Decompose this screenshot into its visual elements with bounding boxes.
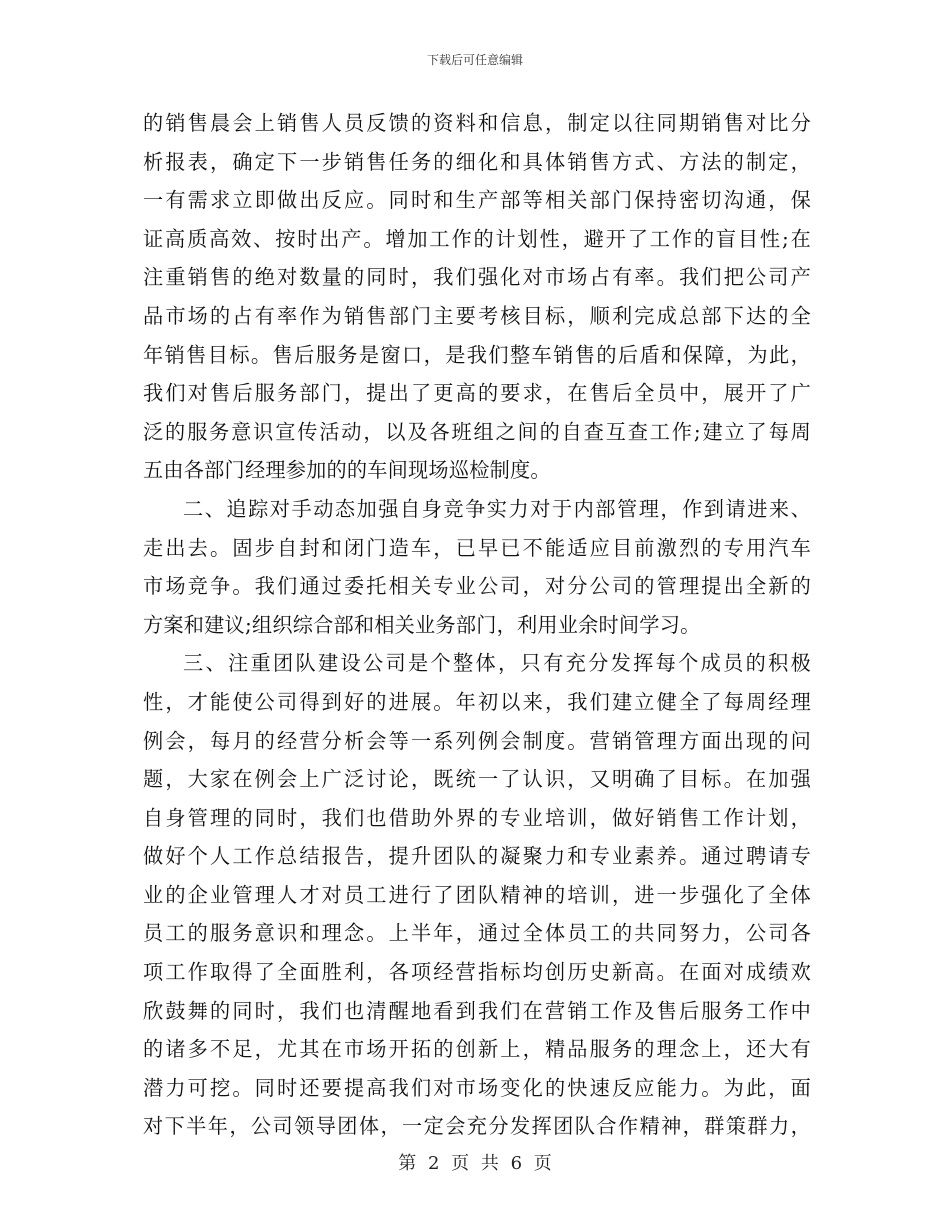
text-line: 欣鼓舞的同时，我们也清醒地看到我们在营销工作及售后服务工作中 (143, 998, 811, 1023)
text-line: 业的企业管理人才对员工进行了团队精神的培训，进一步强化了全体 (143, 882, 811, 907)
text-line: 性，才能使公司得到好的进展。年初以来，我们建立健全了每周经理 (143, 689, 811, 714)
text-line: 潜力可挖。同时还要提高我们对市场变化的快速反应能力。为此，面 (143, 1075, 811, 1100)
text-line: 证高质高效、按时出产。增加工作的计划性，避开了工作的盲目性;在 (143, 226, 811, 251)
text-line: 题，大家在例会上广泛讨论，既统一了认识，又明确了目标。在加强 (143, 767, 811, 792)
text-line: 年销售目标。售后服务是窗口，是我们整车销售的后盾和保障，为此， (143, 342, 811, 367)
text-line: 三、注重团队建设公司是个整体，只有充分发挥每个成员的积极 (183, 651, 811, 676)
text-line: 做好个人工作总结报告，提升团队的凝聚力和专业素养。通过聘请专 (143, 844, 811, 869)
text-line: 二、追踪对手动态加强自身竞争实力对于内部管理，作到请进来、 (183, 496, 811, 521)
text-line: 品市场的占有率作为销售部门主要考核目标，顺利完成总部下达的全 (143, 303, 811, 328)
text-line: 自身管理的同时，我们也借助外界的专业培训，做好销售工作计划， (143, 805, 811, 830)
document-body (143, 104, 811, 1146)
text-line: 泛的服务意识宣传活动，以及各班组之间的自查互查工作;建立了每周 (143, 419, 811, 444)
text-line: 走出去。固步自封和闭门造车，已早已不能适应目前激烈的专用汽车 (143, 535, 811, 560)
page-number: 第 2 页 共 6 页 (398, 1153, 552, 1174)
text-line: 析报表，确定下一步销售任务的细化和具体销售方式、方法的制定， (143, 149, 811, 174)
text-line: 例会，每月的经营分析会等一系列例会制度。营销管理方面出现的问 (143, 728, 811, 753)
text-line: 注重销售的绝对数量的同时，我们强化对市场占有率。我们把公司产 (143, 265, 811, 290)
text-line: 一有需求立即做出反应。同时和生产部等相关部门保持密切沟通，保 (143, 188, 811, 213)
text-line: 的销售晨会上销售人员反馈的资料和信息，制定以往同期销售对比分 (143, 111, 811, 135)
text-line: 对下半年，公司领导团体，一定会充分发挥团队合作精神，群策群力， (143, 1114, 811, 1139)
text-line: 项工作取得了全面胜利，各项经营指标均创历史新高。在面对成绩欢 (143, 960, 811, 985)
text-line: 的诸多不足，尤其在市场开拓的创新上，精品服务的理念上，还大有 (143, 1037, 811, 1062)
page-header-note: 下载后可任意编辑 (426, 53, 523, 67)
text-line: 市场竞争。我们通过委托相关专业公司，对分公司的管理提出全新的 (143, 574, 811, 599)
text-line: 员工的服务意识和理念。上半年，通过全体员工的共同努力，公司各 (143, 921, 811, 946)
text-line: 我们对售后服务部门，提出了更高的要求，在售后全员中，展开了广 (143, 381, 811, 406)
text-line: 方案和建议;组织综合部和相关业务部门，利用业余时间学习。 (143, 612, 701, 637)
text-line: 五由各部门经理参加的的车间现场巡检制度。 (143, 458, 551, 483)
